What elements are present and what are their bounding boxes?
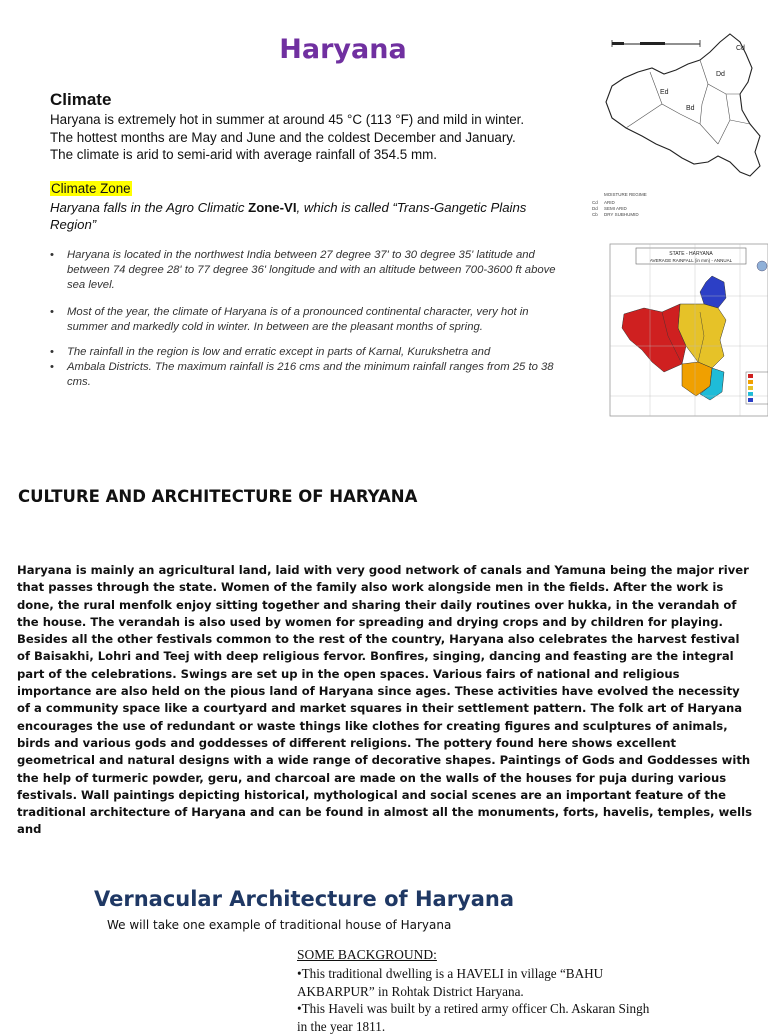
zone-text-after: , which is called “Trans-Gangetic Plains Region” (50, 200, 527, 232)
climate-heading: Climate (50, 90, 112, 109)
scale-bar (612, 40, 700, 47)
page-title: Haryana (279, 34, 407, 65)
climate-zone-label: Climate Zone (51, 181, 131, 196)
bullet-item: • Most of the year, the climate of Haryana is of a pronounced continental character, very hot in summer and markedly cold in winter. In between are the pleasant months of spring. (50, 305, 565, 335)
map-zone-label: Bd (686, 105, 695, 112)
bullet-item: • The rainfall in the region is low and erratic except in parts of Karnal, Kurukshetra and (50, 345, 565, 360)
legend-code: Cb (592, 212, 598, 217)
agro-climatic-map (590, 24, 768, 224)
legend-code: Dd (592, 206, 598, 211)
rainfall-legend (746, 372, 768, 404)
background-point: •This Haveli was built by a retired army officer Ch. Askaran Singh in the year 1811. (297, 1001, 650, 1034)
zone-name: Zone-VI (248, 200, 297, 215)
rainfall-map-subtitle: AVERAGE RAINFALL (in mm) - ANNUAL (649, 258, 733, 263)
background-point: •This traditional dwelling is a HAVELI in village “BAHU AKBARPUR” in Rohtak District Haryana. (297, 966, 604, 999)
bullet-item: • Ambala Districts. The maximum rainfall is 216 cms and the minimum rainfall ranges from 25 to 38 cms. (50, 360, 565, 390)
vernacular-subtitle: We will take one example of traditional house of Haryana (107, 918, 452, 932)
climate-zone-text (50, 199, 570, 233)
emblem-icon (757, 261, 767, 271)
legend-text: DRY SUBHUMID (604, 212, 639, 217)
background-points (297, 965, 657, 1035)
legend-text: ARID (604, 200, 615, 205)
rainfall-map (600, 236, 768, 422)
map-zone-label: Ed (660, 89, 669, 96)
climate-line: Haryana is extremely hot in summer at around 45 °C (113 °F) and mild in winter. (50, 112, 525, 127)
legend-code: Cd (592, 200, 598, 205)
background-heading: SOME BACKGROUND: (297, 947, 437, 962)
map-zone-label: Dd (716, 71, 725, 78)
legend-title: MOISTURE REGIME (604, 192, 647, 197)
legend-text: SEMI ARID (604, 206, 627, 211)
rainfall-map-title: STATE - HARYANA (669, 251, 713, 257)
map-zone-label: Cd (736, 45, 745, 52)
zone-text-before: Haryana falls in the Agro Climatic (50, 200, 249, 215)
climate-bullet-list (50, 248, 565, 391)
climate-line: The hottest months are May and June and the coldest December and January. (50, 129, 516, 145)
climate-line: The climate is arid to semi-arid with average rainfall of 354.5 mm. (50, 147, 437, 162)
bullet-item: • Haryana is located in the northwest India between 27 degree 37' to 30 degree 35' latitude and between 74 degree 28' to 77 degree 36' longitude and with an altitude between 700-3600 ft above sea level. (50, 248, 565, 294)
culture-heading: CULTURE AND ARCHITECTURE OF HARYANA (18, 487, 418, 506)
map-legend (592, 192, 647, 217)
climate-paragraph (50, 111, 580, 164)
haryana-outline-shape (606, 34, 760, 176)
culture-paragraph: Haryana is mainly an agricultural land, laid with very good network of canals and Yamuna being the major river that passes through the state. Women of the family also work alongside men in the fields. After the work is done, the rural menfolk enjoy sitting together and sharing their daily routines over hukka, in the verandah of the house. The verandah is also used by women for spreading and drying crops and by children for playing. Besides all the other festivals common to the rest of the country, Haryana also celebrates the harvest festival of Baisakhi, Lohri and Teej with deep religious fervor. Bonfires, singing, dancing and feasting are the integral part of the celebrations. Swings are set up in the open spaces. Various fairs of national and religious importance are also held on the pious land of Haryana since ages. These activities have evolved the necessity of a community space like a courtyard and market squares in their settlement pattern. The folk art of Haryana encourages the use of redundant or waste things like clothes for creating figures and sculptures of animals, birds and various gods and goddesses of different religions. The pottery found here shows excellent geometrical and natural designs with a wide range of decorative shapes. Paintings of Gods and Goddesses with the help of turmeric powder, geru, and charcoal are made on the walls of the houses for puja during various festivals. Wall paintings depicting historical, mythological and social scenes are an important feature of the traditional architecture of Haryana and can be found in almost all the monuments, forts, havelis, temples, wells and (17, 563, 752, 837)
vernacular-heading: Vernacular Architecture of Haryana (94, 887, 515, 911)
